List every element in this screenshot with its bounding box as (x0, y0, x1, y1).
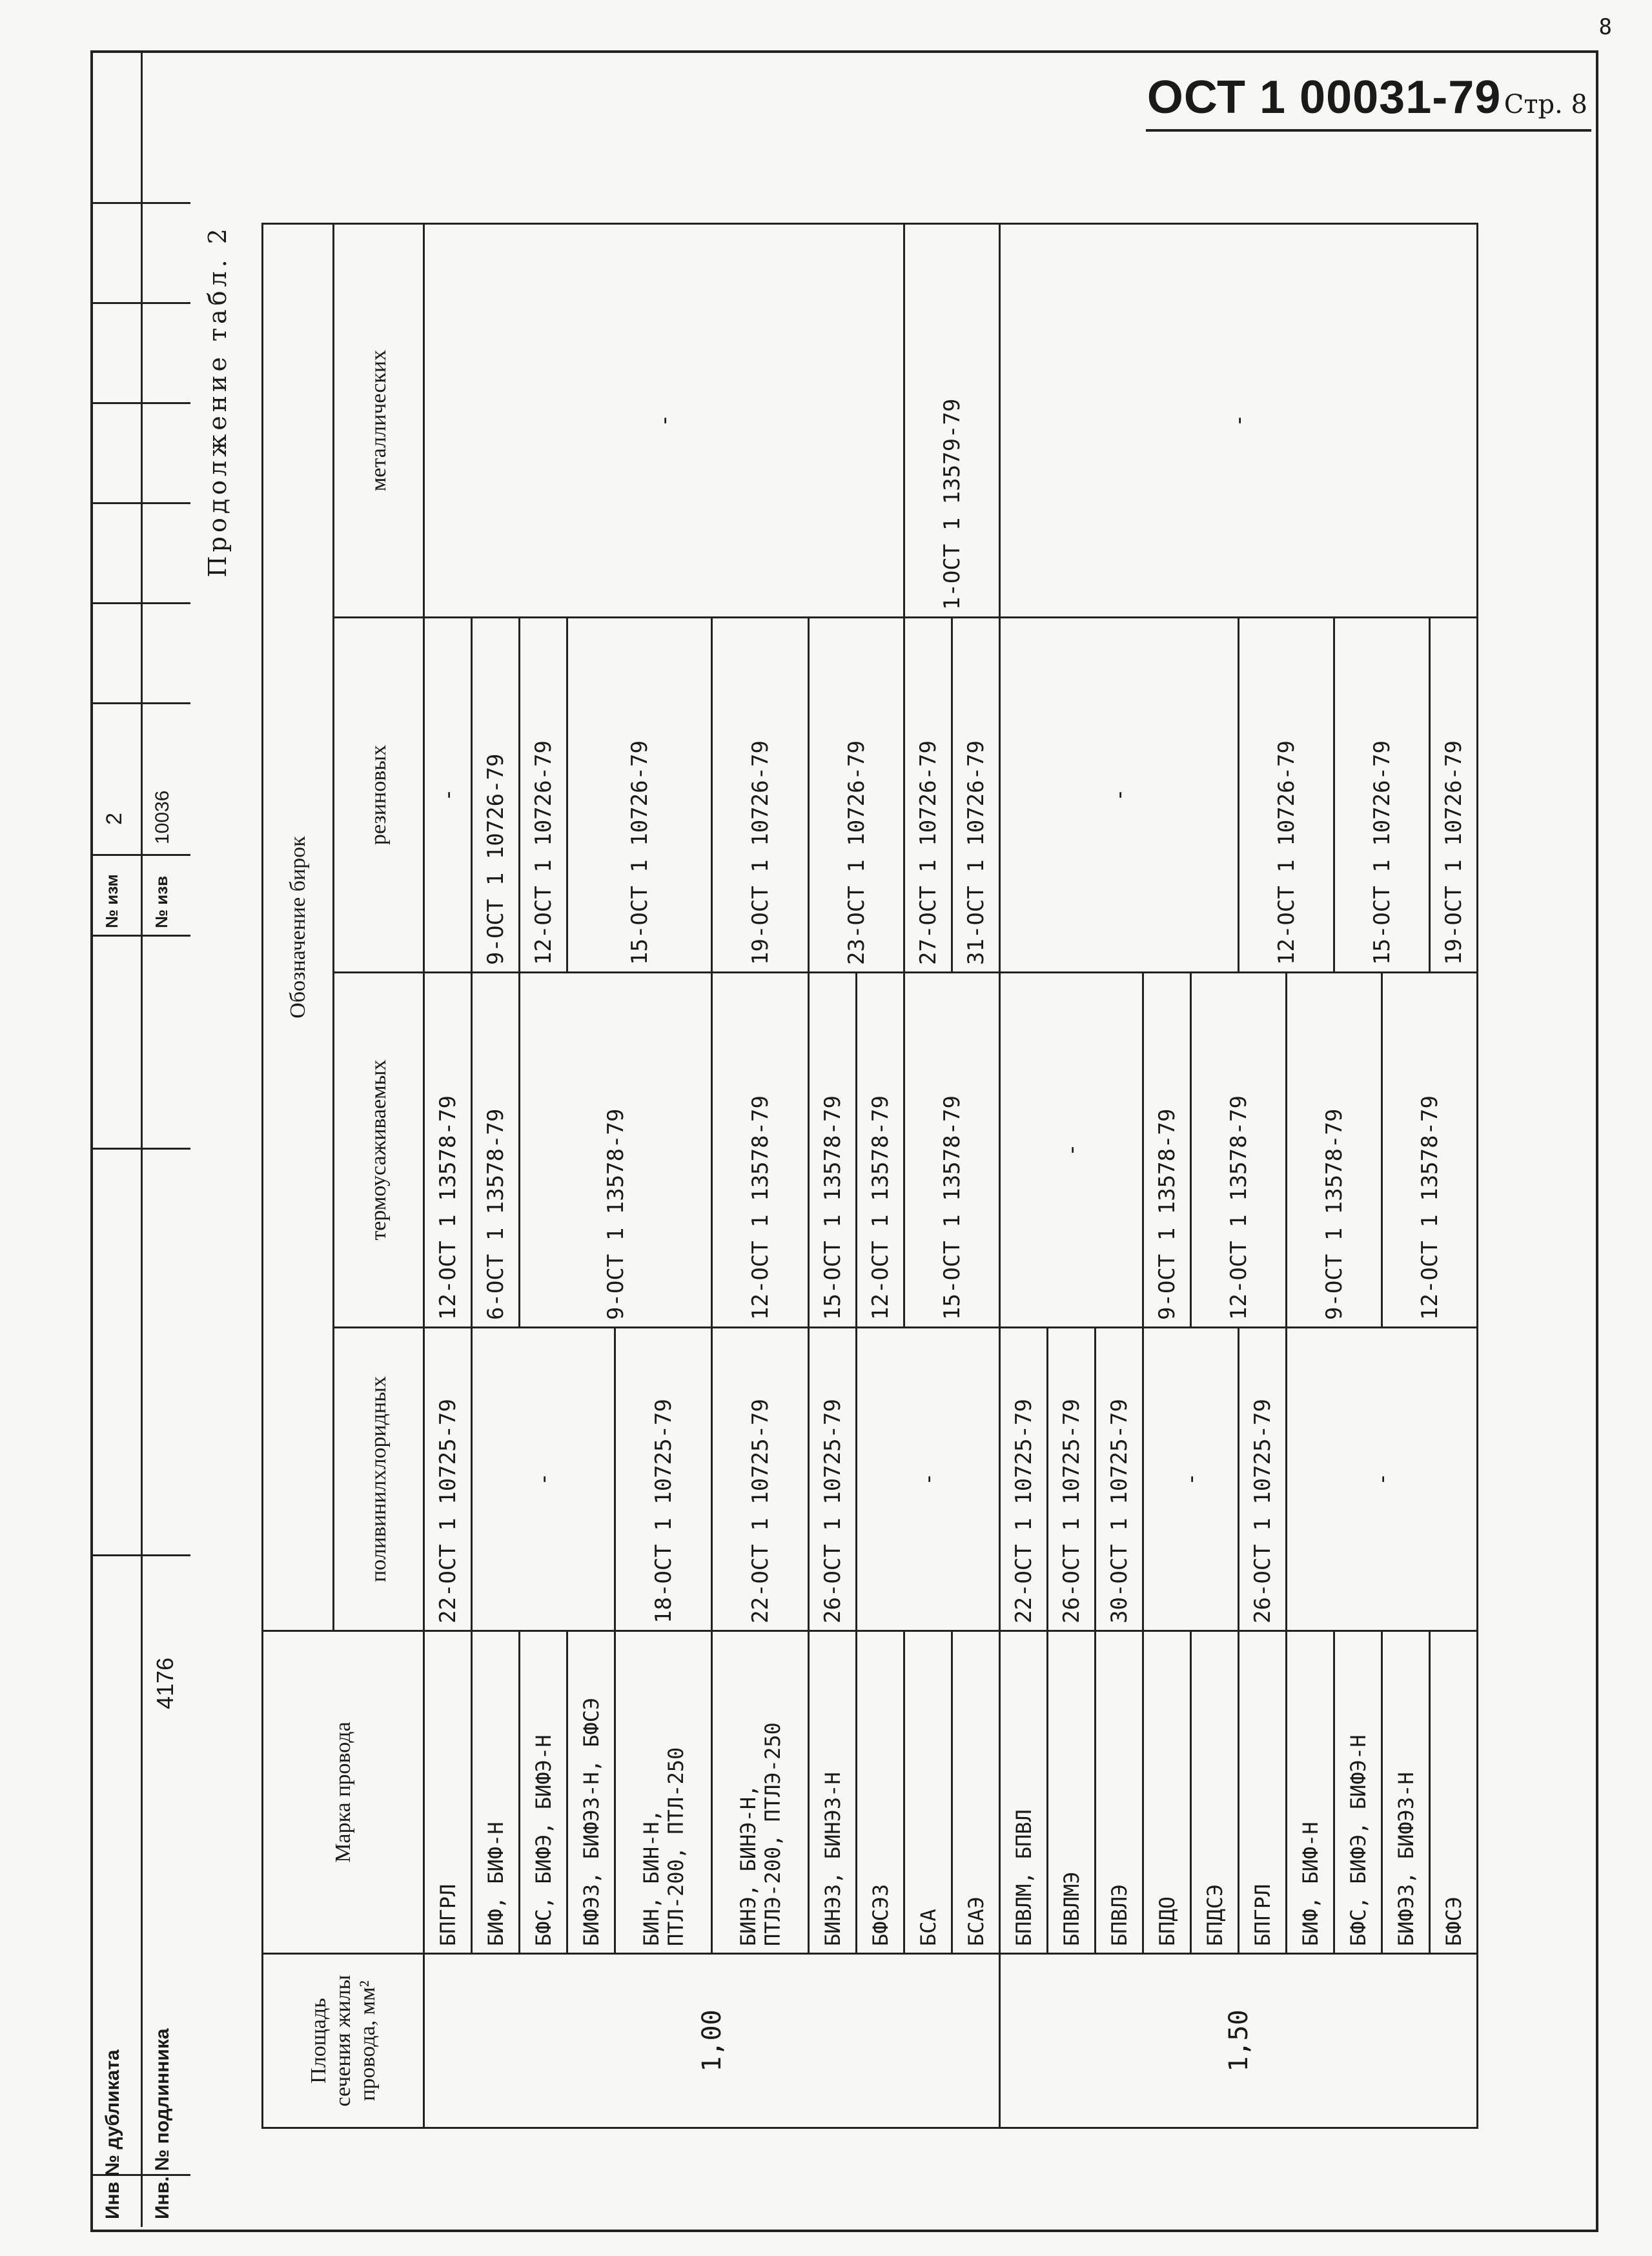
rubber-cell: 27-ОСТ 1 10726-79 (904, 618, 952, 973)
header-underline (1146, 129, 1591, 132)
mark-cell: БСАЭ (952, 1631, 1000, 1954)
mark-cell: БПДСЭ (1191, 1631, 1239, 1954)
rubber-cell: 19-ОСТ 1 10726-79 (712, 618, 809, 973)
mark-cell: БИНЭ, БИНЭ-Н, ПТЛЭ-200, ПТЛЭ-250 (712, 1631, 809, 1954)
col-rubber-header: резиновых (334, 618, 424, 973)
pvc-cell: 22-ОСТ 1 10725-79 (1000, 1328, 1048, 1631)
pvc-cell: - (857, 1328, 1000, 1631)
pvc-cell: - (1143, 1328, 1239, 1631)
rubber-cell: 12-ОСТ 1 10726-79 (520, 618, 567, 973)
metal-cell: - (424, 223, 904, 617)
pvc-cell: 22-ОСТ 1 10725-79 (424, 1328, 472, 1631)
pvc-cell: 26-ОСТ 1 10725-79 (809, 1328, 857, 1631)
pvc-cell: - (472, 1328, 615, 1631)
area-cell: 1,00 (424, 1954, 1000, 2128)
thermo-cell: 15-ОСТ 1 13578-79 (904, 973, 1000, 1328)
thermo-cell: 9-ОСТ 1 13578-79 (520, 973, 712, 1328)
col-pvc-header: поливинилхлоридных (334, 1328, 424, 1631)
rubber-cell: 23-ОСТ 1 10726-79 (809, 618, 904, 973)
inv-orig-label: Инв. № подлинника (152, 2028, 173, 2219)
mark-cell: БФС, БИФЭ, БИФЭ-Н (520, 1631, 567, 1954)
mark-cell: БПВЛЭ (1096, 1631, 1143, 1954)
table-row (904, 223, 952, 2128)
metal-cell: 1-ОСТ 1 13579-79 (904, 223, 1000, 617)
rubber-cell: 15-ОСТ 1 10726-79 (567, 618, 712, 973)
mark-cell: БИН, БИН-Н, ПТЛ-200, ПТЛ-250 (615, 1631, 712, 1954)
pvc-cell: 22-ОСТ 1 10725-79 (712, 1328, 809, 1631)
page-label: Стр. 8 (1504, 90, 1587, 119)
rubber-cell: 19-ОСТ 1 10726-79 (1430, 618, 1478, 973)
mark-cell: БПДО (1143, 1631, 1191, 1954)
mark-cell: БФСЭ (1430, 1631, 1478, 1954)
rubber-cell: 12-ОСТ 1 10726-79 (1239, 618, 1334, 973)
mark-cell: БПВЛМ, БПВЛ (1000, 1631, 1048, 1954)
thermo-cell: 9-ОСТ 1 13578-79 (1143, 973, 1191, 1328)
mark-cell: БПГРЛ (424, 1631, 472, 1954)
mark-cell: БФСЭЗ (857, 1631, 904, 1954)
pvc-cell: - (1287, 1328, 1478, 1631)
pvc-cell: 26-ОСТ 1 10725-79 (1239, 1328, 1287, 1631)
rubber-cell: 9-ОСТ 1 10726-79 (472, 618, 520, 973)
col-tags-header: Обозначение бирок (263, 223, 334, 1631)
izv-label: № изв (152, 875, 171, 928)
binding-strip (90, 50, 190, 2227)
col-area-header: Площадь сечения жилы провода, мм² (263, 1954, 424, 2128)
pvc-cell: 18-ОСТ 1 10725-79 (615, 1328, 712, 1631)
metal-cell: - (1000, 223, 1478, 617)
mark-cell: БИФ, БИФ-Н (1287, 1631, 1334, 1954)
thermo-cell: 6-ОСТ 1 13578-79 (472, 973, 520, 1328)
inv-dup-label: Инв № дубликата (102, 2049, 123, 2219)
col-thermo-header: термоусаживаемых (334, 973, 424, 1328)
document-header (1147, 71, 1587, 124)
page-number: 8 (1598, 14, 1612, 40)
rubber-cell: 15-ОСТ 1 10726-79 (1334, 618, 1430, 973)
col-mark-header: Марка провода (263, 1631, 424, 1954)
thermo-cell: 15-ОСТ 1 13578-79 (809, 973, 857, 1328)
izm-value: 2 (102, 813, 127, 825)
col-metal-header: металлических (334, 223, 424, 617)
rubber-cell: 31-ОСТ 1 10726-79 (952, 618, 1000, 973)
thermo-cell: - (1000, 973, 1143, 1328)
table-row (424, 223, 472, 2128)
pvc-cell: 26-ОСТ 1 10725-79 (1048, 1328, 1096, 1631)
thermo-cell: 12-ОСТ 1 13578-79 (424, 973, 472, 1328)
mark-cell: БПГРЛ (1239, 1631, 1287, 1954)
mark-cell: БИФЭЗ, БИФЭЗ-Н (1382, 1631, 1430, 1954)
thermo-cell: 12-ОСТ 1 13578-79 (712, 973, 809, 1328)
pvc-cell: 30-ОСТ 1 10725-79 (1096, 1328, 1143, 1631)
inv-orig-value: 4176 (152, 1657, 178, 1709)
mark-cell: БПВЛМЭ (1048, 1631, 1096, 1954)
mark-cell: БИНЭЗ, БИНЭЗ-Н (809, 1631, 857, 1954)
tags-table (261, 223, 1478, 2129)
izm-label: № изм (102, 874, 121, 928)
mark-cell: БИФЭЗ, БИФЭЗ-Н, БФСЭ (567, 1631, 615, 1954)
document-code: ОСТ 1 00031-79 (1147, 72, 1502, 123)
rubber-cell: - (424, 618, 472, 973)
thermo-cell: 12-ОСТ 1 13578-79 (1191, 973, 1287, 1328)
izv-value: 10036 (152, 790, 173, 844)
mark-cell: БИФ, БИФ-Н (472, 1631, 520, 1954)
mark-cell: БФС, БИФЭ, БИФЭ-Н (1334, 1631, 1382, 1954)
area-cell: 1,50 (1000, 1954, 1478, 2128)
table-row (1000, 223, 1048, 2128)
mark-cell: БСА (904, 1631, 952, 1954)
thermo-cell: 12-ОСТ 1 13578-79 (857, 973, 904, 1328)
rotated-table-region (203, 225, 1533, 2129)
table-caption: Продолжение табл. 2 (203, 225, 232, 578)
thermo-cell: 9-ОСТ 1 13578-79 (1287, 973, 1382, 1328)
thermo-cell: 12-ОСТ 1 13578-79 (1382, 973, 1478, 1328)
rubber-cell: - (1000, 618, 1239, 973)
